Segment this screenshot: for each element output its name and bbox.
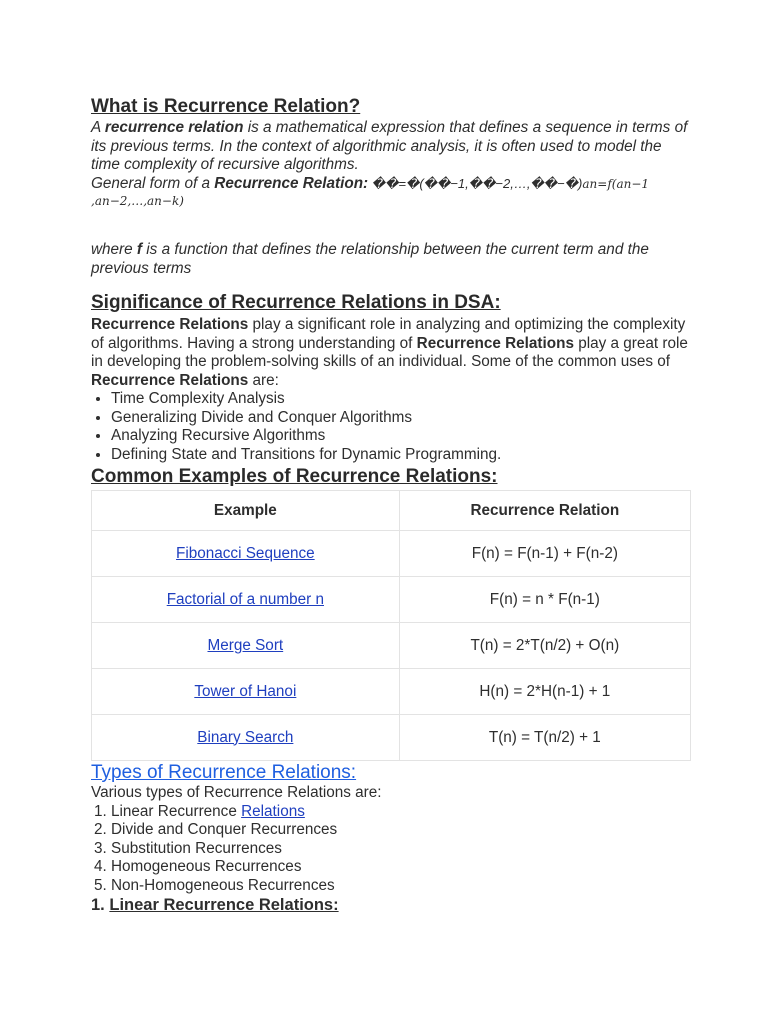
definition-paragraph	[91, 119, 691, 175]
table-cell-example	[92, 577, 400, 623]
list-item: 4. Homogeneous Recurrences	[111, 858, 691, 877]
table-cell-example	[92, 669, 400, 715]
formula-line-2: ,an−2,…,an−k)	[91, 194, 184, 208]
heading-common-examples: Common Examples of Recurrence Relations:	[91, 466, 498, 487]
list-item: • Generalizing Divide and Conquer Algorithms	[111, 409, 691, 428]
list-item: • Analyzing Recursive Algorithms	[111, 427, 691, 446]
types-intro: Various types of Recurrence Relations are:	[91, 784, 382, 801]
table-row	[92, 669, 691, 715]
where-text-rest: is a function that defines the relationship between the current term and the previous terms	[91, 241, 649, 277]
table-row	[92, 577, 691, 623]
table-cell-example	[92, 715, 400, 761]
list-item: • Time Complexity Analysis	[111, 390, 691, 409]
general-form-prefix: General form of a	[91, 174, 215, 192]
table-cell-example	[92, 531, 400, 577]
where-paragraph	[91, 241, 691, 278]
column-header-example: Example	[92, 491, 400, 531]
heading-what-is: What is Recurrence Relation?	[91, 96, 361, 117]
significance-text-2: play a great role in developing the problem-solving skills of an individual. Some of the common uses of	[91, 334, 688, 370]
significance-text-1: play a significant role in analyzing and optimizing the complexity of algorithms. Having a strong understanding of	[91, 316, 686, 352]
list-item: • Defining State and Transitions for Dynamic Programming.	[111, 446, 691, 465]
definition-text-rest: is a mathematical expression that defines a sequence in terms of its previous terms. In the context of algorithmic analysis, it is often used to model the time complexity of recursive algorithms.	[91, 119, 688, 173]
table-cell-relation: H(n) = 2*H(n-1) + 1	[399, 669, 690, 715]
list-item: 5. Non-Homogeneous Recurrences	[111, 877, 691, 896]
heading-linear-recurrence	[91, 895, 691, 915]
where-text-start: where	[91, 241, 137, 258]
significance-bold-1: Recurrence Relations	[91, 316, 249, 333]
table-cell-relation: F(n) = F(n-1) + F(n-2)	[399, 531, 690, 577]
significance-paragraph	[91, 316, 691, 390]
table-cell-example	[92, 623, 400, 669]
garbled-formula: ��=�(��−1,��−2,…,��−�)	[368, 175, 583, 191]
column-header-relation: Recurrence Relation	[399, 491, 690, 531]
formula-line-1: an=f(an−1	[582, 176, 650, 191]
table-cell-relation: T(n) = T(n/2) + 1	[399, 715, 690, 761]
list-item: 2. Divide and Conquer Recurrences	[111, 821, 691, 840]
examples-table	[91, 490, 691, 761]
binary-search-link[interactable]: Binary Search	[197, 728, 294, 746]
table-row	[92, 531, 691, 577]
general-form-line	[91, 175, 691, 194]
significance-text-3: are:	[248, 371, 279, 389]
heading-types-link[interactable]: Types of Recurrence Relations:	[91, 762, 357, 783]
table-row	[92, 623, 691, 669]
where-bold: f	[136, 241, 143, 258]
types-list	[91, 803, 691, 896]
table-cell-relation: F(n) = n * F(n-1)	[399, 577, 690, 623]
heading-text: Linear Recurrence Relations:	[109, 896, 339, 914]
list-item	[111, 803, 691, 822]
factorial-link[interactable]: Factorial of a number n	[166, 590, 324, 608]
relations-link[interactable]: Relations	[241, 802, 305, 820]
table-row	[92, 715, 691, 761]
table-cell-relation: T(n) = 2*T(n/2) + O(n)	[399, 623, 690, 669]
significance-bold-3: Recurrence Relations	[91, 371, 249, 389]
table-header-row	[92, 491, 691, 531]
tower-of-hanoi-link[interactable]: Tower of Hanoi	[194, 682, 297, 700]
general-form-bold: Recurrence Relation:	[214, 174, 369, 192]
merge-sort-link[interactable]: Merge Sort	[207, 636, 284, 654]
fibonacci-link[interactable]: Fibonacci Sequence	[176, 544, 315, 562]
document-page	[91, 96, 691, 915]
list-item: 3. Substitution Recurrences	[111, 840, 691, 859]
definition-text-start: A	[91, 119, 105, 136]
heading-significance: Significance of Recurrence Relations in DSA:	[91, 292, 501, 313]
heading-number: 1.	[91, 896, 110, 914]
significance-bold-2: Recurrence Relations	[416, 334, 574, 352]
list-item-text: Linear Recurrence	[111, 802, 242, 820]
definition-bold: recurrence relation	[104, 119, 244, 136]
uses-list	[91, 390, 691, 464]
